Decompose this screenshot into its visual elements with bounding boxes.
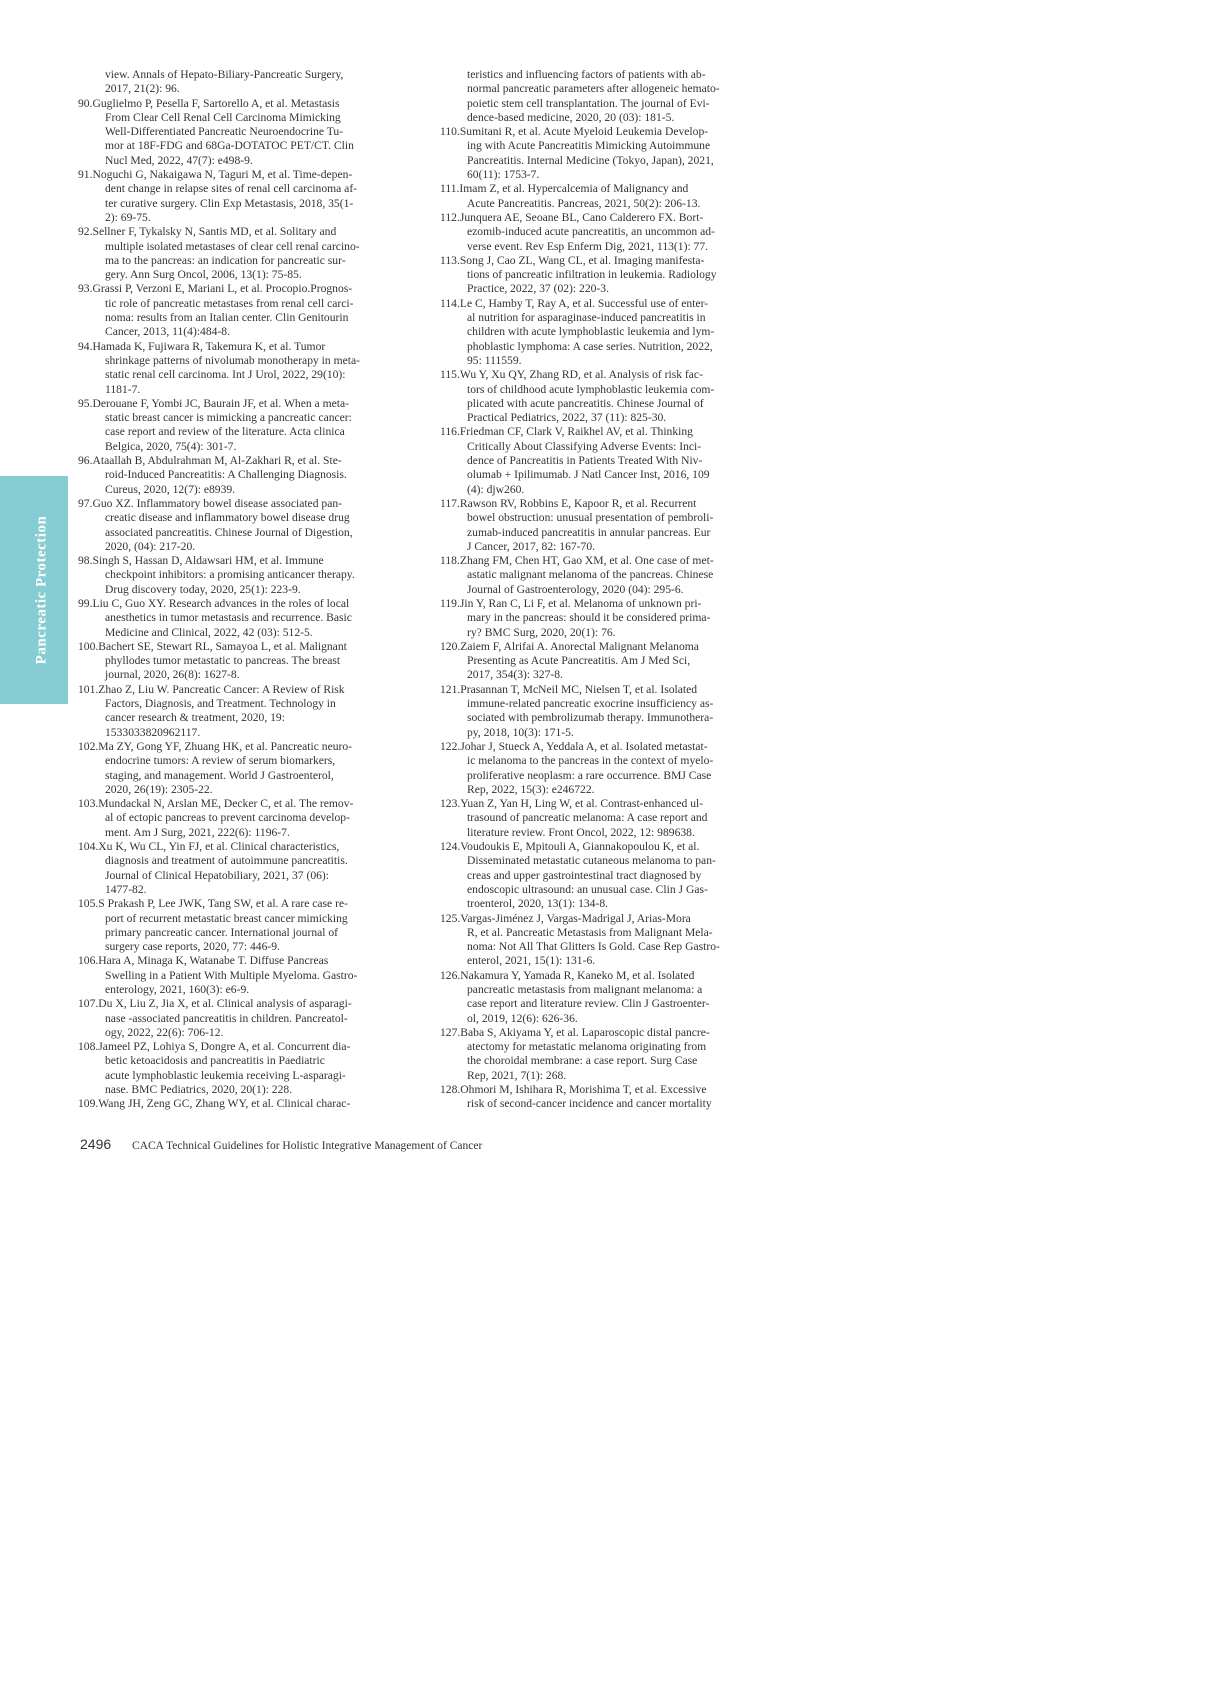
reference-entry: [78, 840, 413, 897]
reference-line: ezomib-induced acute pancreatitis, an uncommon ad-: [467, 225, 715, 239]
reference-entry: [440, 1026, 775, 1083]
reference-entry: [440, 740, 775, 797]
reference-line: 2017, 354(3): 327-8.: [467, 668, 563, 682]
reference-line: 95.Derouane F, Yombi JC, Baurain JF, et al. When a meta-: [78, 396, 349, 410]
reference-line: 121.Prasannan T, McNeil MC, Nielsen T, et al. Isolated: [440, 682, 698, 696]
reference-entry: [78, 597, 413, 640]
reference-entry: [78, 97, 413, 168]
reference-entry: [440, 125, 775, 182]
reference-line: 99.Liu C, Guo XY. Research advances in the roles of local: [78, 596, 350, 610]
reference-line: ry? BMC Surg, 2020, 20(1): 76.: [467, 625, 616, 639]
reference-line: Critically About Classifying Adverse Events: Inci-: [467, 439, 702, 453]
reference-line: risk of second-cancer incidence and cancer mortality: [467, 1097, 712, 1111]
reference-line: primary pancreatic cancer. International journal of: [105, 925, 339, 939]
reference-line: normal pancreatic parameters after allogeneic hemato-: [467, 82, 720, 96]
reference-line: creatic disease and inflammatory bowel disease drug: [105, 511, 350, 525]
reference-line: anesthetics in tumor metastasis and recurrence. Basic: [105, 611, 352, 625]
reference-entry: [78, 640, 413, 683]
reference-line: al nutrition for asparaginase-induced pancreatitis in: [467, 311, 706, 325]
reference-line: 111.Imam Z, et al. Hypercalcemia of Malignancy and: [440, 182, 689, 196]
reference-line: children with acute lymphoblastic leukemia and lym-: [467, 325, 715, 339]
reference-line: 60(11): 1753-7.: [467, 168, 540, 182]
reference-entry: [78, 340, 413, 397]
reference-line: dence-based medicine, 2020, 20 (03): 181-5.: [467, 110, 675, 124]
reference-line: 119.Jin Y, Ran C, Li F, et al. Melanoma of unknown pri-: [440, 596, 702, 610]
reference-line: port of recurrent metastatic breast cancer mimicking: [105, 911, 348, 925]
reference-line: al of ectopic pancreas to prevent carcinoma develop-: [105, 811, 350, 825]
reference-entry: [440, 368, 775, 425]
reference-line: 2020, 26(19): 2305-22.: [105, 782, 213, 796]
reference-line: 1477-82.: [105, 882, 147, 896]
reference-line: Swelling in a Patient With Multiple Myeloma. Gastro-: [105, 968, 358, 982]
reference-line: 114.Le C, Hamby T, Ray A, et al. Successful use of enter-: [440, 296, 709, 310]
reference-entry: [78, 997, 413, 1040]
reference-entry: [78, 454, 413, 497]
reference-entry: [78, 740, 413, 797]
reference-line: ic melanoma to the pancreas in the context of myelo-: [467, 754, 714, 768]
reference-line: J Cancer, 2017, 82: 167-70.: [467, 539, 596, 553]
reference-line: 103.Mundackal N, Arslan ME, Decker C, et al. The remov-: [78, 797, 354, 811]
reference-entry: [78, 683, 413, 740]
reference-line: Disseminated metastatic cutaneous melanoma to pan-: [467, 854, 716, 868]
reference-line: ing with Acute Pancreatitis Mimicking Autoimmune: [467, 139, 711, 153]
reference-entry: [440, 912, 775, 969]
reference-line: proliferative neoplasm: a rare occurrence. BMJ Case: [467, 768, 712, 782]
reference-line: enterology, 2021, 160(3): e6-9.: [105, 983, 250, 996]
reference-line: Rep, 2022, 15(3): e246722.: [467, 782, 595, 796]
reference-line: staging, and management. World J Gastroenterol,: [105, 768, 334, 782]
reference-line: 105.S Prakash P, Lee JWK, Tang SW, et al. A rare case re-: [78, 897, 348, 911]
reference-line: atectomy for metastatic melanoma originating from: [467, 1040, 707, 1054]
reference-line: journal, 2020, 26(8): 1627-8.: [105, 668, 240, 682]
reference-line: 90.Guglielmo P, Pesella F, Sartorello A, et al. Metastasis: [78, 96, 340, 110]
reference-line: 2): 69-75.: [105, 210, 151, 224]
reference-line: 115.Wu Y, Xu QY, Zhang RD, et al. Analysis of risk fac-: [440, 368, 703, 382]
reference-line: ter curative surgery. Clin Exp Metastasis, 2018, 35(1-: [105, 196, 354, 210]
reference-line: dence of Pancreatitis in Patients Treated With Niv-: [467, 454, 703, 468]
reference-entry: [78, 397, 413, 454]
page-number: 2496: [80, 1136, 112, 1152]
reference-line: 98.Singh S, Hassan D, Aldawsari HM, et al. Immune: [78, 554, 324, 568]
reference-line: 108.Jameel PZ, Lohiya S, Dongre A, et al. Concurrent dia-: [78, 1040, 351, 1054]
reference-line: acute lymphoblastic leukemia receiving L-asparagi-: [105, 1068, 346, 1082]
reference-line: tic role of pancreatic metastases from renal cell carci-: [105, 296, 354, 310]
reference-line: Rep, 2021, 7(1): 268.: [467, 1068, 567, 1082]
reference-line: teristics and influencing factors of patients with ab-: [467, 68, 706, 81]
reference-line: 127.Baba S, Akiyama Y, et al. Laparoscopic distal pancre-: [440, 1025, 710, 1039]
reference-line: Practice, 2022, 37 (02): 220-3.: [467, 282, 609, 296]
reference-line: verse event. Rev Esp Enferm Dig, 2021, 113(1): 77.: [467, 239, 709, 253]
reference-line: static renal cell carcinoma. Int J Urol, 2022, 29(10):: [105, 368, 346, 382]
reference-line: 93.Grassi P, Verzoni E, Mariani L, et al. Procopio.Prognos-: [78, 282, 353, 296]
reference-line: dent change in relapse sites of renal cell carcinoma af-: [105, 182, 358, 196]
reference-line: 104.Xu K, Wu CL, Yin FJ, et al. Clinical characteristics,: [78, 840, 340, 854]
reference-line: R, et al. Pancreatic Metastasis from Malignant Mela-: [467, 925, 713, 939]
reference-line: literature review. Front Oncol, 2022, 12: 989638.: [467, 825, 695, 839]
reference-entry: [78, 282, 413, 339]
reference-entry: [78, 797, 413, 840]
reference-line: Cureus, 2020, 12(7): e8939.: [105, 482, 236, 496]
reference-line: 125.Vargas-Jiménez J, Vargas-Madrigal J, Arias-Mora: [440, 911, 691, 925]
reference-line: tions of pancreatic infiltration in leukemia. Radiology: [467, 268, 717, 282]
reference-line: 101.Zhao Z, Liu W. Pancreatic Cancer: A Review of Risk: [78, 682, 345, 696]
reference-line: roid-Induced Pancreatitis: A Challenging Diagnosis.: [105, 468, 347, 482]
sidebar-label: Pancreatic Protection: [33, 515, 50, 665]
reference-line: 128.Ohmori M, Ishihara R, Morishima T, et al. Excessive: [440, 1083, 707, 1097]
reference-line: 106.Hara A, Minaga K, Watanabe T. Diffuse Pancreas: [78, 954, 329, 968]
reference-entry: [440, 969, 775, 1026]
reference-line: bowel obstruction: unusual presentation of pembroli-: [467, 511, 714, 525]
reference-line: 123.Yuan Z, Yan H, Ling W, et al. Contrast-enhanced ul-: [440, 797, 704, 811]
reference-entry: [78, 1097, 413, 1111]
reference-line: 124.Voudoukis E, Mpitouli A, Giannakopoulou K, et al.: [440, 840, 700, 854]
reference-line: shrinkage patterns of nivolumab monotherapy in meta-: [105, 353, 360, 367]
reference-line: diagnosis and treatment of autoimmune pancreatitis.: [105, 854, 348, 868]
reference-line: Medicine and Clinical, 2022, 42 (03): 512-5.: [105, 625, 313, 639]
reference-line: 110.Sumitani R, et al. Acute Myeloid Leukemia Develop-: [440, 125, 709, 139]
reference-line: 107.Du X, Liu Z, Jia X, et al. Clinical analysis of asparagi-: [78, 997, 352, 1011]
reference-line: 1533033820962117.: [105, 725, 201, 739]
reference-line: zumab-induced pancreatitis in annular pancreas. Eur: [467, 525, 711, 539]
reference-line: betic ketoacidosis and pancreatitis in Paediatric: [105, 1054, 325, 1068]
reference-line: 94.Hamada K, Fujiwara R, Takemura K, et al. Tumor: [78, 339, 326, 353]
reference-entry: [440, 497, 775, 554]
reference-line: astatic malignant melanoma of the pancreas. Chinese: [467, 568, 714, 582]
reference-line: 95: 111559.: [467, 353, 522, 367]
reference-line: 126.Nakamura Y, Yamada R, Kaneko M, et al. Isolated: [440, 968, 695, 982]
reference-line: ment. Am J Surg, 2021, 222(6): 1196-7.: [105, 825, 290, 839]
reference-entry: [440, 597, 775, 640]
reference-line: 97.Guo XZ. Inflammatory bowel disease associated pan-: [78, 496, 343, 510]
reference-line: endocrine tumors: A review of serum biomarkers,: [105, 754, 336, 768]
reference-line: Factors, Diagnosis, and Treatment. Technology in: [105, 697, 336, 711]
reference-entry: [78, 68, 413, 97]
reference-line: 118.Zhang FM, Chen HT, Gao XM, et al. One case of met-: [440, 554, 714, 568]
reference-line: immune-related pancreatic exocrine insufficiency as-: [467, 697, 714, 711]
reference-line: noma: results from an Italian center. Clin Genitourin: [105, 311, 349, 325]
reference-line: Pancreatitis. Internal Medicine (Tokyo, Japan), 2021,: [467, 153, 714, 167]
reference-entry: [440, 1083, 775, 1112]
reference-line: multiple isolated metastases of clear cell renal carcino-: [105, 239, 360, 253]
reference-entry: [440, 254, 775, 297]
reference-line: associated pancreatitis. Chinese Journal of Digestion,: [105, 525, 353, 539]
reference-line: sociated with pembrolizumab therapy. Immunothera-: [467, 711, 714, 725]
reference-entry: [440, 182, 775, 211]
reference-line: Practical Pediatrics, 2022, 37 (11): 825-30.: [467, 411, 667, 425]
reference-line: 109.Wang JH, Zeng GC, Zhang WY, et al. Clinical charac-: [78, 1097, 351, 1111]
reference-line: ol, 2019, 12(6): 626-36.: [467, 1011, 578, 1025]
reference-entry: [440, 840, 775, 911]
reference-entry: [78, 554, 413, 597]
reference-line: nase. BMC Pediatrics, 2020, 20(1): 228.: [105, 1083, 293, 1097]
reference-line: mary in the pancreas: should it be considered prima-: [467, 611, 711, 625]
reference-line: view. Annals of Hepato-Biliary-Pancreatic Surgery,: [105, 68, 344, 81]
reference-entry: [440, 211, 775, 254]
reference-line: 1181-7.: [105, 382, 141, 396]
reference-line: 91.Noguchi G, Nakaigawa N, Taguri M, et al. Time-depen-: [78, 168, 353, 182]
reference-line: case report and review of the literature. Acta clinica: [105, 425, 345, 439]
reference-line: (4): djw260.: [467, 482, 525, 496]
reference-line: plicated with acute pancreatitis. Chinese Journal of: [467, 396, 704, 410]
reference-line: pancreatic metastasis from malignant melanoma: a: [467, 983, 703, 996]
reference-line: py, 2018, 10(3): 171-5.: [467, 725, 574, 739]
reference-line: Presenting as Acute Pancreatitis. Am J Med Sci,: [467, 654, 691, 668]
reference-line: From Clear Cell Renal Cell Carcinoma Mimicking: [105, 110, 341, 124]
reference-line: static breast cancer is mimicking a pancreatic cancer:: [105, 411, 352, 425]
reference-line: poietic stem cell transplantation. The journal of Evi-: [467, 96, 710, 110]
reference-line: Belgica, 2020, 75(4): 301-7.: [105, 439, 237, 453]
reference-line: ogy, 2022, 22(6): 706-12.: [105, 1025, 224, 1039]
reference-entry: [78, 497, 413, 554]
running-title: CACA Technical Guidelines for Holistic Integrative Management of Cancer: [132, 1140, 483, 1152]
reference-line: 102.Ma ZY, Gong YF, Zhuang HK, et al. Pancreatic neuro-: [78, 739, 353, 753]
reference-line: endoscopic ultrasound: an unusual case. Clin J Gas-: [467, 882, 708, 896]
reference-entry: [440, 425, 775, 496]
reference-entry: [78, 897, 413, 954]
reference-line: 100.Bachert SE, Stewart RL, Samayoa L, et al. Malignant: [78, 639, 347, 653]
reference-line: noma: Not All That Glitters Is Gold. Case Rep Gastro-: [467, 940, 720, 954]
reference-line: 2020, (04): 217-20.: [105, 539, 196, 553]
reference-line: olumab + Ipilimumab. J Natl Cancer Inst, 2016, 109: [467, 468, 710, 482]
reference-line: 112.Junquera AE, Seoane BL, Cano Calderero FX. Bort-: [440, 210, 704, 224]
reference-line: troenterol, 2020, 13(1): 134-8.: [467, 897, 609, 911]
reference-line: mor at 18F-FDG and 68Ga-DOTATOC PET/CT. Clin: [105, 139, 354, 153]
reference-line: phoblastic lymphoma: A case series. Nutrition, 2022,: [467, 339, 713, 353]
reference-line: 96.Ataallah B, Abdulrahman M, Al-Zakhari R, et al. Ste-: [78, 454, 342, 468]
reference-line: 120.Zaiem F, Alrifai A. Anorectal Malignant Melanoma: [440, 639, 699, 653]
reference-entry: [440, 797, 775, 840]
reference-line: Well-Differentiated Pancreatic Neuroendocrine Tu-: [105, 125, 344, 139]
reference-entry: [440, 554, 775, 597]
reference-line: the choroidal membrane: a case report. Surg Case: [467, 1054, 698, 1068]
reference-line: checkpoint inhibitors: a promising anticancer therapy.: [105, 568, 355, 582]
reference-line: Cancer, 2013, 11(4):484-8.: [105, 325, 230, 339]
reference-entry: [440, 68, 775, 125]
reference-line: 2017, 21(2): 96.: [105, 82, 180, 96]
page-footer: [80, 1136, 482, 1152]
reference-line: tors of childhood acute lymphoblastic leukemia com-: [467, 382, 715, 396]
reference-line: gery. Ann Surg Oncol, 2006, 13(1): 75-85.: [105, 268, 302, 282]
reference-entry: [440, 297, 775, 368]
reference-line: trasound of pancreatic melanoma: A case report and: [467, 811, 708, 825]
reference-entry: [78, 954, 413, 997]
reference-entry: [440, 683, 775, 740]
reference-line: 113.Song J, Cao ZL, Wang CL, et al. Imaging manifesta-: [440, 253, 705, 267]
reference-entry: [78, 1040, 413, 1097]
reference-line: 122.Johar J, Stueck A, Yeddala A, et al. Isolated metastat-: [440, 739, 708, 753]
reference-line: 92.Sellner F, Tykalsky N, Santis MD, et al. Solitary and: [78, 225, 337, 239]
reference-line: Journal of Gastroenterology, 2020 (04): 295-6.: [467, 582, 684, 596]
reference-line: 117.Rawson RV, Robbins E, Kapoor R, et al. Recurrent: [440, 496, 697, 510]
reference-line: ma to the pancreas: an indication for pancreatic sur-: [105, 253, 346, 267]
reference-line: Acute Pancreatitis. Pancreas, 2021, 50(2): 206-13.: [467, 196, 701, 210]
reference-line: enterol, 2021, 15(1): 131-6.: [467, 954, 596, 968]
references-right-column: [440, 68, 775, 1112]
reference-line: surgery case reports, 2020, 77: 446-9.: [105, 940, 280, 954]
reference-line: Nucl Med, 2022, 47(7): e498-9.: [105, 153, 253, 167]
reference-line: case report and literature review. Clin J Gastroenter-: [467, 997, 710, 1011]
reference-line: phyllodes tumor metastatic to pancreas. The breast: [105, 654, 341, 668]
reference-line: creas and upper gastrointestinal tract diagnosed by: [467, 868, 702, 882]
reference-entry: [78, 225, 413, 282]
references-left-column: [78, 68, 413, 1112]
reference-line: nase -associated pancreatitis in children. Pancreatol-: [105, 1011, 348, 1025]
reference-line: Drug discovery today, 2020, 25(1): 223-9.: [105, 582, 301, 596]
reference-entry: [78, 168, 413, 225]
reference-line: cancer research & treatment, 2020, 19:: [105, 711, 285, 725]
reference-line: Journal of Clinical Hepatobiliary, 2021, 37 (06):: [105, 868, 329, 882]
reference-line: 116.Friedman CF, Clark V, Raikhel AV, et al. Thinking: [440, 425, 693, 439]
reference-entry: [440, 640, 775, 683]
